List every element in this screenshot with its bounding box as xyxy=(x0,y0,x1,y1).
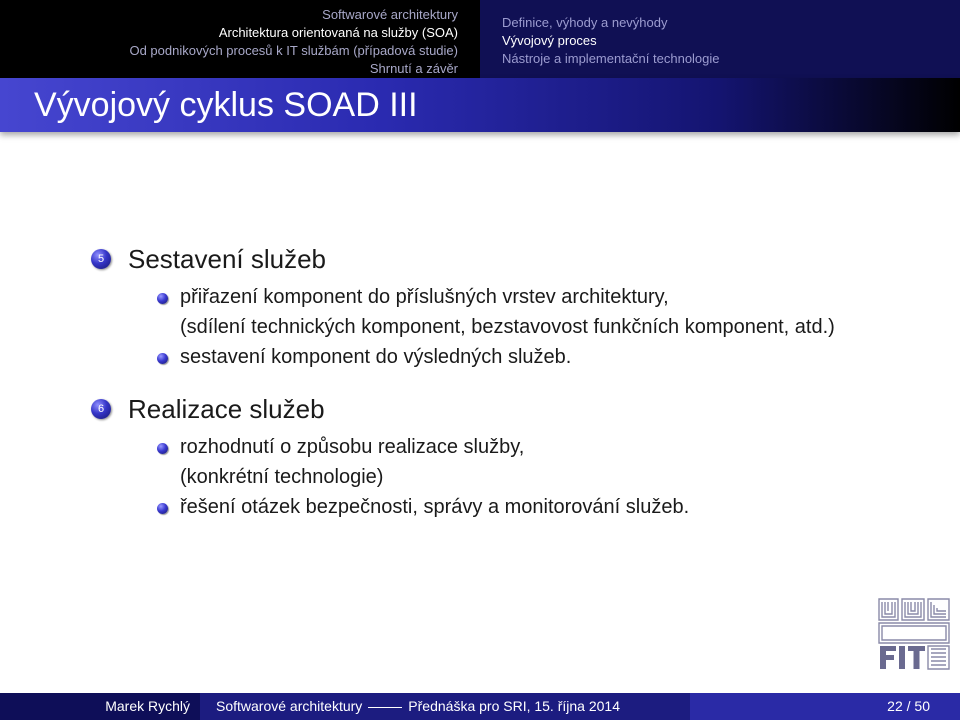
bullet-icon xyxy=(157,353,168,364)
item-number-badge: 6 xyxy=(91,399,111,419)
fit-logo xyxy=(876,596,952,672)
nav-link-definice[interactable]: Definice, výhody a nevýhody xyxy=(502,15,668,30)
item-number-badge: 5 xyxy=(91,249,111,269)
footer-lecture: Přednáška pro SRI, 15. října 2014 xyxy=(408,698,620,714)
bullet-text: rozhodnutí o způsobu realizace služby, xyxy=(180,436,525,458)
bullet-icon xyxy=(157,443,168,454)
bullet-icon xyxy=(157,293,168,304)
nav-link-podnikove-procesy[interactable]: Od podnikových procesů k IT službám (případová studie) xyxy=(129,43,458,58)
nav-link-shrnuti[interactable]: Shrnutí a závěr xyxy=(369,61,458,76)
bullet-text-continuation: (konkrétní technologie) xyxy=(180,466,384,488)
bullet-text: řešení otázek bezpečnosti, správy a monitorování služeb. xyxy=(180,496,690,518)
footer-course: Softwarové architektury xyxy=(216,698,363,714)
bullet-text: sestavení komponent do výsledných služeb. xyxy=(180,346,572,368)
nav-link-soa[interactable]: Architektura orientovaná na služby (SOA) xyxy=(218,25,458,40)
bullet-text-continuation: (sdílení technických komponent, bezstavovost funkčních komponent, atd.) xyxy=(180,316,835,338)
slide-footer xyxy=(0,693,960,720)
bullet-text: přiřazení komponent do příslušných vrstev architektury, xyxy=(180,286,669,308)
slide-content xyxy=(0,132,960,687)
bullet-icon xyxy=(157,503,168,514)
section-navigation xyxy=(0,0,480,78)
item-title: Sestavení služeb xyxy=(128,244,327,274)
footer-author: Marek Rychlý xyxy=(0,693,200,720)
header-navigation xyxy=(0,0,960,78)
nav-link-nastroje[interactable]: Nástroje a implementační technologie xyxy=(502,51,720,66)
nav-link-vyvojovy-proces[interactable]: Vývojový proces xyxy=(502,33,597,48)
nav-link-softwarove-architektury[interactable]: Softwarové architektury xyxy=(322,7,458,22)
frame-title-bar xyxy=(0,78,960,132)
item-title: Realizace služeb xyxy=(128,394,325,424)
footer-title xyxy=(200,693,690,720)
subsection-navigation xyxy=(480,0,960,78)
footer-separator xyxy=(368,707,402,708)
page-counter: 22 / 50 xyxy=(690,693,960,720)
frame-title: Vývojový cyklus SOAD III xyxy=(34,86,418,124)
